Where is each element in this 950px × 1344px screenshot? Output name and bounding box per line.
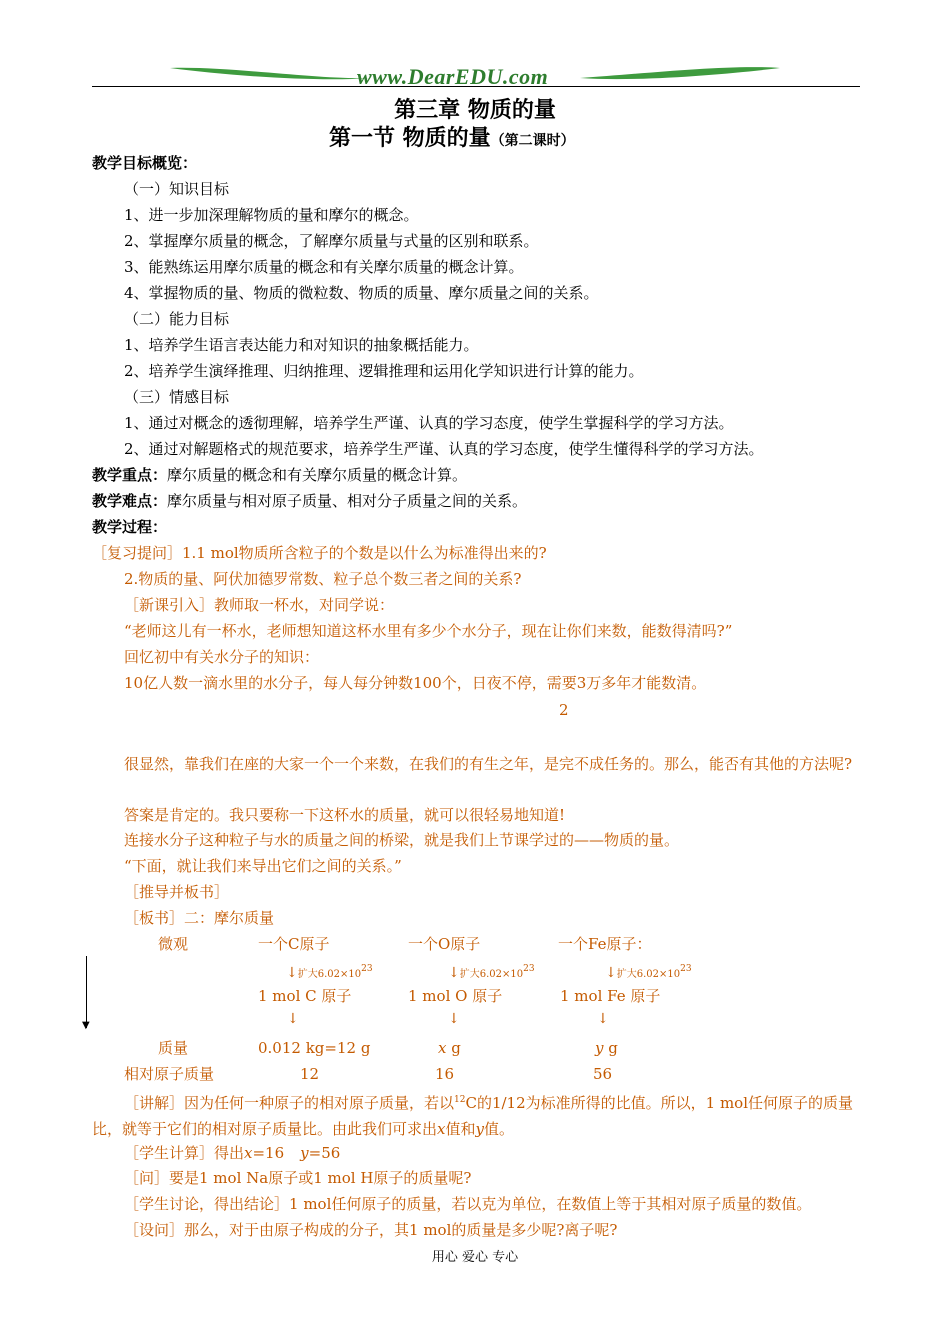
emotion-heading: （三）情感目标: [124, 388, 230, 406]
o-mol: 1 mol O 原子: [408, 987, 503, 1005]
lecture-text-c: 值和: [445, 1120, 476, 1138]
section-subtitle: （第二课时）: [490, 133, 575, 149]
ask-line: ［问］要是1 mol Na原子或1 mol H原子的质量呢?: [124, 1169, 472, 1187]
key-point-text: 摩尔质量的概念和有关摩尔质量的概念计算。: [167, 466, 468, 484]
calc-x-value: =16: [252, 1144, 285, 1162]
intro-line: ［新课引入］教师取一杯水，对同学说：: [124, 596, 395, 614]
expand-label: 扩大6.02×10: [297, 969, 362, 980]
down-arrow-icon: ↓: [605, 965, 617, 981]
difficulty-text: 摩尔质量与相对原子质量、相对分子质量之间的关系。: [167, 492, 528, 510]
review-question: ［复习提问］1.1 mol物质所含粒子的个数是以什么为标准得出来的?: [92, 544, 547, 562]
c-rel-mass: 12: [300, 1065, 320, 1083]
calc-y: y: [300, 1144, 309, 1162]
expand-label: 扩大6.02×10: [459, 969, 524, 980]
down-arrow-icon: ↓: [597, 1011, 609, 1027]
key-point-label: 教学重点：: [92, 466, 168, 484]
lecture-paragraph: [92, 1090, 860, 1142]
left-vertical-arrow: [86, 956, 87, 1028]
obvious-text: 很显然，靠我们在座的大家一个一个来数，在我们的有生之年，是完不成任务的。那么，能否有其他的方法呢?: [124, 755, 853, 773]
c-expand: [286, 962, 373, 981]
lecture-y: y: [475, 1120, 484, 1138]
emotion-item: 1、通过对概念的透彻理解，培养学生严谨、认真的学习态度，使学生掌握科学的学习方法。: [124, 414, 734, 432]
lecture-text-d: 值。: [483, 1120, 514, 1138]
c-mass: 0.012 kg=12 g: [258, 1039, 371, 1057]
ability-item: 1、培养学生语言表达能力和对知识的抽象概括能力。: [124, 336, 479, 354]
bridge-line: 连接水分子这种粒子与水的质量之间的桥梁，就是我们上节课学过的——物质的量。: [124, 831, 680, 849]
y-var: y: [595, 1039, 604, 1057]
fe-mass: [595, 1038, 618, 1058]
knowledge-item: 4、掌握物质的量、物质的微粒数、物质的质量、摩尔质量之间的关系。: [124, 284, 599, 302]
expand-exp: 23: [523, 964, 535, 974]
section-title: 第一节 物质的量: [329, 125, 491, 151]
site-logo: www.DearEDU.com: [357, 64, 549, 89]
page-number: 2: [559, 701, 569, 719]
chapter-title: 第三章 物质的量: [394, 97, 556, 123]
calc-y-value: =56: [308, 1144, 341, 1162]
answer-line: 答案是肯定的。我只要称一下这杯水的质量，就可以很轻易地知道!: [124, 806, 566, 824]
difficulty-label: 教学难点：: [92, 492, 168, 510]
derive-label: ［推导并板书］: [124, 883, 230, 901]
down-arrow-icon: ↓: [287, 1011, 299, 1027]
fe-mol: 1 mol Fe 原子: [560, 987, 661, 1005]
mass-label: 质量: [158, 1039, 189, 1057]
key-point: [92, 465, 467, 485]
board-label: ［板书］二：摩尔质量: [124, 909, 275, 927]
down-arrow-icon: ↓: [286, 965, 298, 981]
o-expand: [448, 962, 535, 981]
lecture-x: x: [437, 1120, 446, 1138]
objectives-heading: 教学目标概览：: [92, 154, 198, 172]
discuss-line: ［学生讨论，得出结论］1 mol任何原子的质量，若以克为单位，在数值上等于其相对原子质量的数值。: [124, 1195, 812, 1213]
x-var: x: [438, 1039, 447, 1057]
process-heading: 教学过程：: [92, 518, 168, 536]
left-arrow-head: ▼: [82, 1020, 90, 1031]
down-arrow-icon: ↓: [448, 965, 460, 981]
teacher-quote: “老师这儿有一杯水，老师想知道这杯水里有多少个水分子，现在让你们来数，能数得清吗?”: [124, 622, 733, 640]
o-atom: 一个O原子: [408, 935, 481, 953]
rel-mass-label: 相对原子质量: [124, 1065, 215, 1083]
knowledge-heading: （一）知识目标: [124, 180, 230, 198]
question-line: ［设问］那么，对于由原子构成的分子，其1 mol的质量是多少呢?离子呢?: [124, 1221, 618, 1239]
knowledge-item: 1、进一步加深理解物质的量和摩尔的概念。: [124, 206, 419, 224]
expand-exp: 23: [361, 964, 373, 974]
o-mass: [438, 1038, 461, 1058]
ability-item: 2、培养学生演绎推理、归纳推理、逻辑推理和运用化学知识进行计算的能力。: [124, 362, 644, 380]
derive-quote: “下面，就让我们来导出它们之间的关系。”: [124, 857, 402, 875]
g-unit: g: [446, 1039, 461, 1057]
expand-label: 扩大6.02×10: [616, 969, 681, 980]
footer-text: 用心 爱心 专心: [431, 1250, 519, 1265]
fe-rel-mass: 56: [593, 1065, 613, 1083]
fe-atom: 一个Fe原子：: [558, 935, 652, 953]
ability-heading: （二）能力目标: [124, 310, 230, 328]
c-mol: 1 mol C 原子: [258, 987, 352, 1005]
knowledge-item: 3、能熟练运用摩尔质量的概念和有关摩尔质量的概念计算。: [124, 258, 524, 276]
section-title-row: [329, 124, 575, 155]
down-arrow-icon: ↓: [448, 1011, 460, 1027]
o-rel-mass: 16: [435, 1065, 455, 1083]
micro-label: 微观: [158, 935, 189, 953]
obvious-paragraph: [92, 751, 860, 777]
knowledge-item: 2、掌握摩尔质量的概念，了解摩尔质量与式量的区别和联系。: [124, 232, 539, 250]
c-atom: 一个C原子: [258, 935, 330, 953]
g-unit: g: [603, 1039, 618, 1057]
emotion-item: 2、通过对解题格式的规范要求，培养学生严谨、认真的学习态度，使学生懂得科学的学习方法。: [124, 440, 764, 458]
lecture-text-b: C的1/12为标准所得的比值。所以，1 mol任何原子的质量比，就等于它们的相对原子质量比。由此我们可求出: [92, 1094, 853, 1138]
calc-label: ［学生计算］得出: [124, 1144, 245, 1162]
count-line: 10亿人数一滴水里的水分子，每人每分钟数100个，日夜不停，需要3万多年才能数清。: [124, 674, 707, 692]
difficulty: [92, 491, 527, 511]
fe-expand: [605, 962, 692, 981]
expand-exp: 23: [680, 964, 692, 974]
lecture-sup: 12: [454, 1095, 466, 1105]
recall-line: 回忆初中有关水分子的知识：: [124, 648, 320, 666]
calc-x: x: [244, 1144, 253, 1162]
review-question-2: 2.物质的量、阿伏加德罗常数、粒子总个数三者之间的关系?: [124, 570, 522, 588]
student-calc: [124, 1143, 340, 1163]
lecture-text-a: ［讲解］因为任何一种原子的相对原子质量，若以: [124, 1094, 455, 1112]
